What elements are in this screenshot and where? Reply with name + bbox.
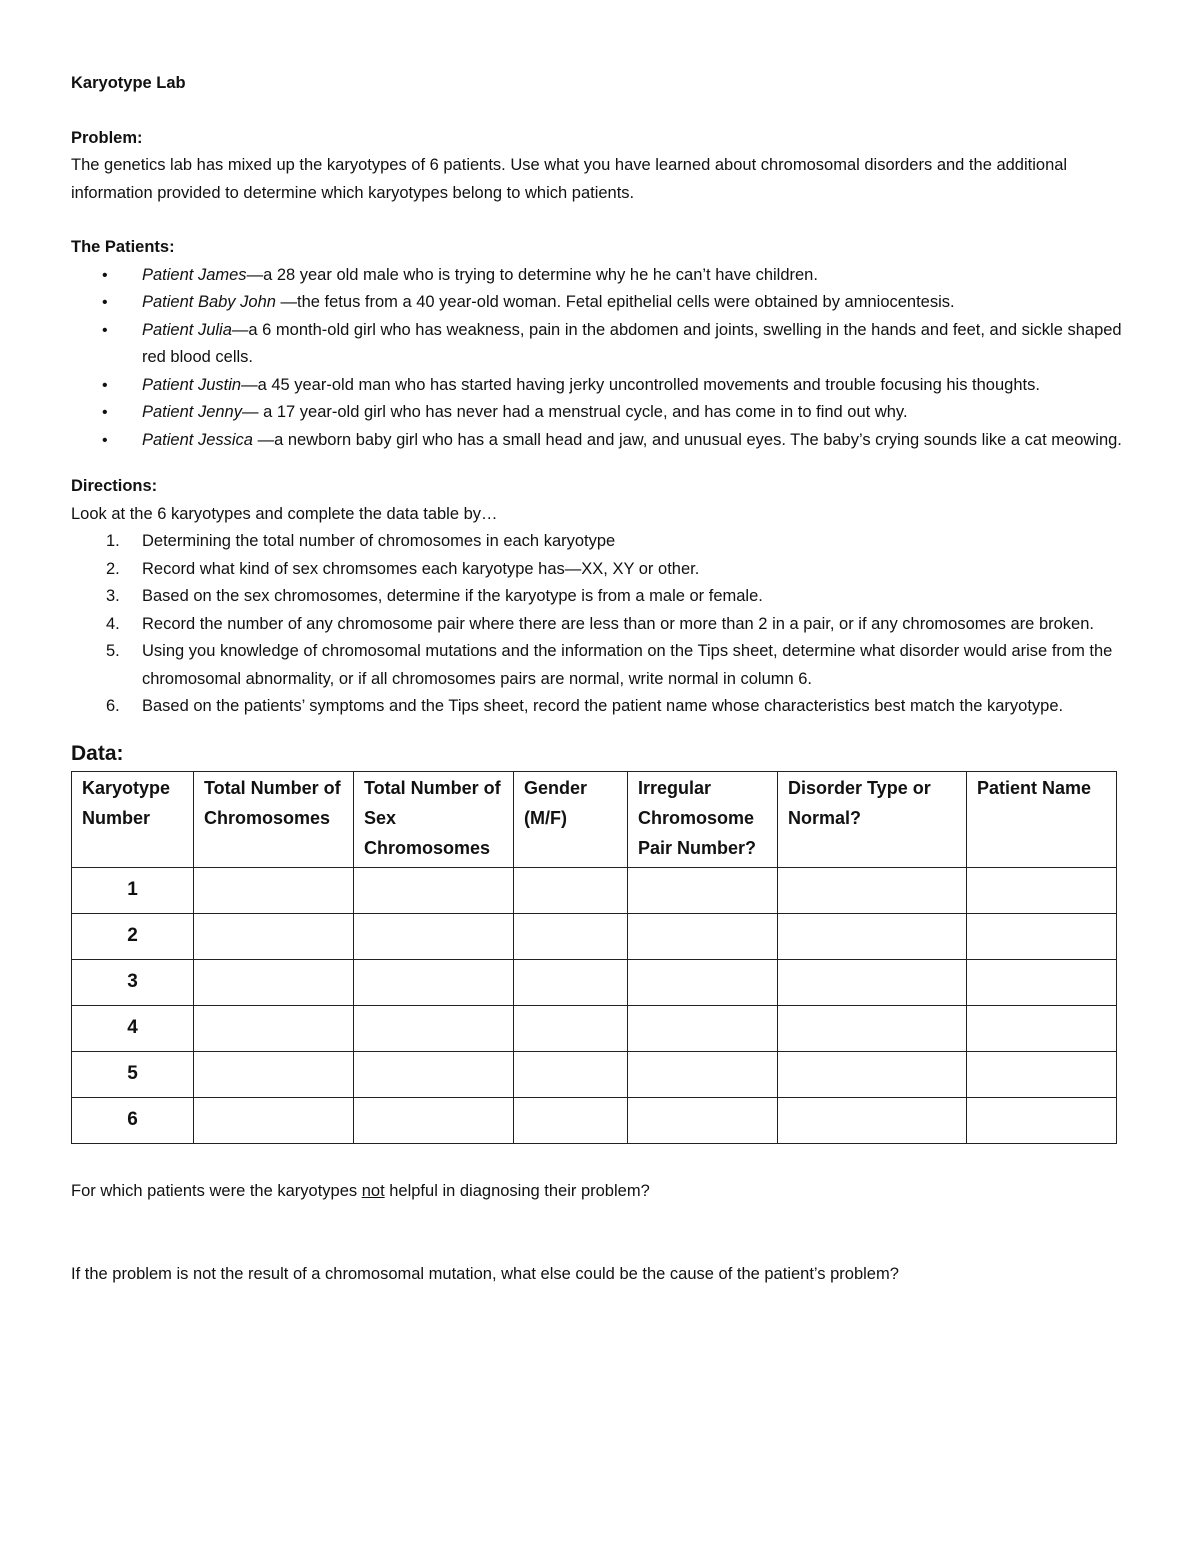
answer-cell[interactable] xyxy=(354,913,514,959)
list-item xyxy=(71,693,1131,721)
answer-cell[interactable] xyxy=(628,1005,778,1051)
answer-cell[interactable] xyxy=(354,959,514,1005)
column-header: Disorder Type or Normal? xyxy=(778,771,967,867)
step-text: Record the number of any chromosome pair where there are less than or more than 2 in a pair, or if any chromosomes are broken. xyxy=(142,614,1094,633)
answer-cell[interactable] xyxy=(778,1005,967,1051)
bullet-icon: • xyxy=(102,294,108,311)
step-number: 5. xyxy=(106,642,120,660)
column-header: Patient Name xyxy=(967,771,1117,867)
answer-cell[interactable] xyxy=(967,913,1117,959)
answer-cell[interactable] xyxy=(628,1097,778,1143)
bullet-icon: • xyxy=(102,266,108,284)
list-item xyxy=(71,399,1131,427)
step-text: Record what kind of sex chromsomes each karyotype has—XX, XY or other. xyxy=(142,559,700,578)
directions-section xyxy=(71,473,1131,721)
list-item xyxy=(71,528,1131,556)
answer-cell[interactable] xyxy=(514,1005,628,1051)
answer-cell[interactable] xyxy=(354,1005,514,1051)
table-row xyxy=(72,1051,1117,1097)
answer-cell[interactable] xyxy=(778,867,967,913)
patient-name: Patient Julia xyxy=(142,320,232,339)
step-text: Using you knowledge of chromosomal mutations and the information on the Tips sheet, determine what disorder would arise from the chromosomal abnormality, or if all chromosomes pairs are normal, write normal in column 6. xyxy=(142,642,1113,688)
question-text: For which patients were the karyotypes xyxy=(71,1181,362,1200)
data-heading: Data: xyxy=(71,741,124,765)
patients-list xyxy=(71,262,1131,455)
column-header: Gender (M/F) xyxy=(514,771,628,867)
list-item xyxy=(71,583,1131,611)
list-item xyxy=(71,638,1131,693)
patient-name: Patient Baby John xyxy=(142,293,276,311)
data-section xyxy=(71,739,1131,1144)
answer-cell[interactable] xyxy=(778,1097,967,1143)
bullet-icon: • xyxy=(102,321,108,339)
step-text: Based on the sex chromosomes, determine if the karyotype is from a male or female. xyxy=(142,587,763,605)
answer-cell[interactable] xyxy=(628,913,778,959)
patient-description: —a 28 year old male who is trying to determine why he he can’t have children. xyxy=(246,265,818,284)
problem-section xyxy=(71,125,1131,208)
answer-cell[interactable] xyxy=(514,1097,628,1143)
bullet-icon: • xyxy=(102,376,108,394)
answer-cell[interactable] xyxy=(967,1051,1117,1097)
answer-cell[interactable] xyxy=(514,867,628,913)
karyotype-number-cell: 4 xyxy=(72,1005,194,1051)
list-item xyxy=(71,317,1131,372)
answer-cell[interactable] xyxy=(967,1005,1117,1051)
table-row xyxy=(72,959,1117,1005)
step-number: 1. xyxy=(106,532,120,550)
list-item xyxy=(71,611,1131,639)
step-text: Based on the patients’ symptoms and the Tips sheet, record the patient name whose characteristics best match the karyotype. xyxy=(142,697,1064,715)
list-item xyxy=(71,372,1131,400)
answer-cell[interactable] xyxy=(514,1051,628,1097)
answer-cell[interactable] xyxy=(194,959,354,1005)
answer-cell[interactable] xyxy=(778,1051,967,1097)
answer-cell[interactable] xyxy=(194,867,354,913)
worksheet-page xyxy=(71,70,1131,1289)
karyotype-number-cell: 5 xyxy=(72,1051,194,1097)
karyotype-number-cell: 6 xyxy=(72,1097,194,1143)
patient-description: —a 45 year-old man who has started having jerky uncontrolled movements and trouble focusing his thoughts. xyxy=(241,375,1040,394)
column-header: Karyotype Number xyxy=(72,771,194,867)
patient-name: Patient Jessica xyxy=(142,430,253,449)
step-number: 3. xyxy=(106,587,120,605)
answer-cell[interactable] xyxy=(628,959,778,1005)
column-header: Irregular Chromosome Pair Number? xyxy=(628,771,778,867)
problem-heading: Problem: xyxy=(71,128,143,147)
answer-cell[interactable] xyxy=(514,959,628,1005)
column-header: Total Number of Sex Chromosomes xyxy=(354,771,514,867)
list-item xyxy=(71,427,1131,455)
column-header: Total Number of Chromosomes xyxy=(194,771,354,867)
answer-cell[interactable] xyxy=(628,1051,778,1097)
list-item xyxy=(71,262,1131,290)
answer-cell[interactable] xyxy=(354,1051,514,1097)
question-karyotypes-not-helpful xyxy=(71,1178,1131,1206)
answer-cell[interactable] xyxy=(194,1051,354,1097)
problem-text: The genetics lab has mixed up the karyotypes of 6 patients. Use what you have learned about chromosomal disorders and the additional information provided to determine which karyotypes belong to which patients. xyxy=(71,156,1068,202)
step-text: Determining the total number of chromosomes in each karyotype xyxy=(142,532,616,550)
table-header-row xyxy=(72,771,1117,867)
patient-description: —a newborn baby girl who has a small head and jaw, and unusual eyes. The baby’s crying sounds like a cat meowing. xyxy=(252,430,1122,449)
patient-name: Patient James xyxy=(142,265,247,284)
karyotype-number-cell: 3 xyxy=(72,959,194,1005)
patient-name: Patient Jenny xyxy=(142,403,242,421)
document-title: Karyotype Lab xyxy=(71,74,186,92)
question-other-cause: If the problem is not the result of a chromosomal mutation, what else could be the cause of the patient’s problem? xyxy=(71,1265,899,1283)
table-row xyxy=(72,867,1117,913)
answer-cell[interactable] xyxy=(967,867,1117,913)
directions-heading: Directions: xyxy=(71,477,158,495)
step-number: 4. xyxy=(106,614,120,633)
bullet-icon: • xyxy=(102,404,108,421)
directions-intro: Look at the 6 karyotypes and complete the data table by… xyxy=(71,504,498,523)
karyotype-number-cell: 2 xyxy=(72,913,194,959)
directions-steps xyxy=(71,528,1131,721)
answer-cell[interactable] xyxy=(354,1097,514,1143)
answer-cell[interactable] xyxy=(778,959,967,1005)
underlined-word: not xyxy=(361,1181,385,1200)
answer-cell[interactable] xyxy=(194,1005,354,1051)
answer-cell[interactable] xyxy=(967,959,1117,1005)
answer-cell[interactable] xyxy=(194,913,354,959)
step-number: 2. xyxy=(106,559,120,578)
answer-cell[interactable] xyxy=(194,1097,354,1143)
data-table xyxy=(71,771,1117,1144)
answer-cell[interactable] xyxy=(778,913,967,959)
step-number: 6. xyxy=(106,697,120,715)
patient-description: — a 17 year-old girl who has never had a menstrual cycle, and has come in to find out why. xyxy=(241,403,908,421)
list-item xyxy=(71,556,1131,584)
table-row xyxy=(72,1005,1117,1051)
table-row xyxy=(72,913,1117,959)
patient-name: Patient Justin xyxy=(142,375,242,394)
question-text: helpful in diagnosing their problem? xyxy=(384,1181,650,1200)
patient-description: —the fetus from a 40 year-old woman. Fetal epithelial cells were obtained by amniocentesis. xyxy=(275,293,955,311)
answer-cell[interactable] xyxy=(967,1097,1117,1143)
bullet-icon: • xyxy=(102,431,108,449)
answer-cell[interactable] xyxy=(354,867,514,913)
answer-cell[interactable] xyxy=(514,913,628,959)
patients-heading: The Patients: xyxy=(71,238,175,256)
list-item xyxy=(71,289,1131,317)
patient-description: —a 6 month-old girl who has weakness, pain in the abdomen and joints, swelling in the hands and feet, and sickle shaped red blood cells. xyxy=(142,320,1122,366)
table-row xyxy=(72,1097,1117,1143)
answer-cell[interactable] xyxy=(628,867,778,913)
karyotype-number-cell: 1 xyxy=(72,867,194,913)
patients-section xyxy=(71,234,1131,454)
